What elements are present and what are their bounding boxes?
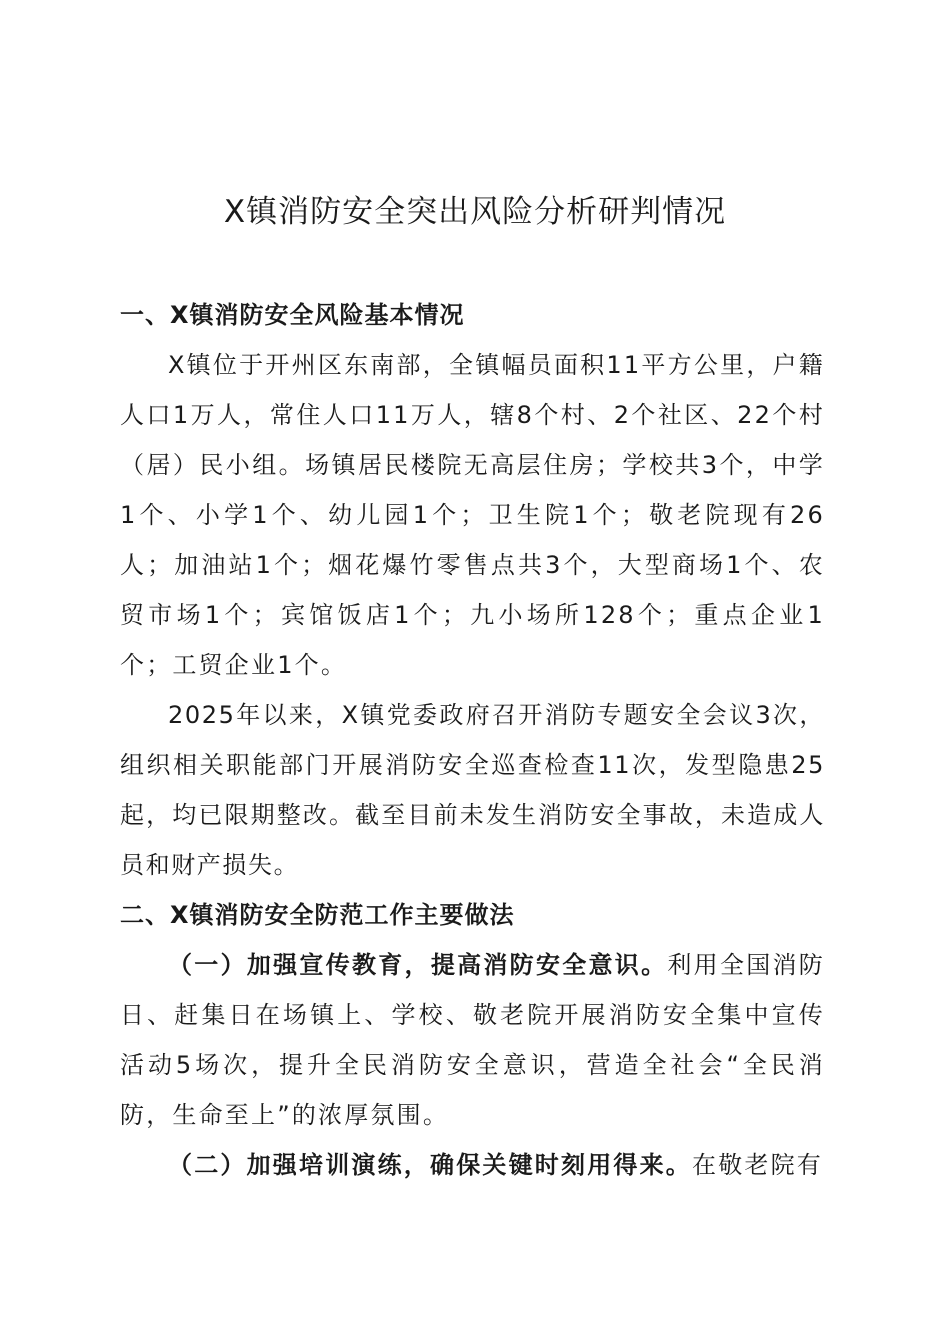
document-body xyxy=(120,290,825,1190)
section2-item-1-lead: （一）加强宣传教育，提高消防安全意识。 xyxy=(168,951,668,979)
section2-item-2 xyxy=(120,1140,825,1190)
section-heading-2: 二、X镇消防安全防范工作主要做法 xyxy=(120,901,515,929)
section2-item-1-text: 利用全国消防日、赶集日在场镇上、学校、敬老院开展消防安全集中宣传活动5场次，提升全民消防安全意识，营造全社会“全民消防，生命至上”的浓厚氛围。 xyxy=(120,951,825,1129)
section2-item-2-text: 在敬老院有 xyxy=(692,1151,823,1179)
section2-item-2-lead: （二）加强培训演练，确保关键时刻用得来。 xyxy=(168,1151,692,1179)
section1-paragraph-1: X镇位于开州区东南部，全镇幅员面积11平方公里，户籍人口1万人，常住人口11万人，辖8个村、2个社区、22个村（居）民小组。场镇居民楼院无高层住房；学校共3个，中学1个、小学1个、幼儿园1个；卫生院1个；敬老院现有26人；加油站1个；烟花爆竹零售点共3个，大型商场1个、农贸市场1个；宾馆饭店1个；九小场所128个；重点企业1个；工贸企业1个。 xyxy=(120,351,825,679)
section-heading-1: 一、X镇消防安全风险基本情况 xyxy=(120,301,465,329)
section1-paragraph-2: 2025年以来，X镇党委政府召开消防专题安全会议3次，组织相关职能部门开展消防安全巡查检查11次，发型隐患25起，均已限期整改。截至目前未发生消防安全事故，未造成人员和财产损失。 xyxy=(120,701,825,879)
section2-item-1 xyxy=(120,940,825,1140)
document-title: X镇消防安全突出风险分析研判情况 xyxy=(223,194,727,230)
